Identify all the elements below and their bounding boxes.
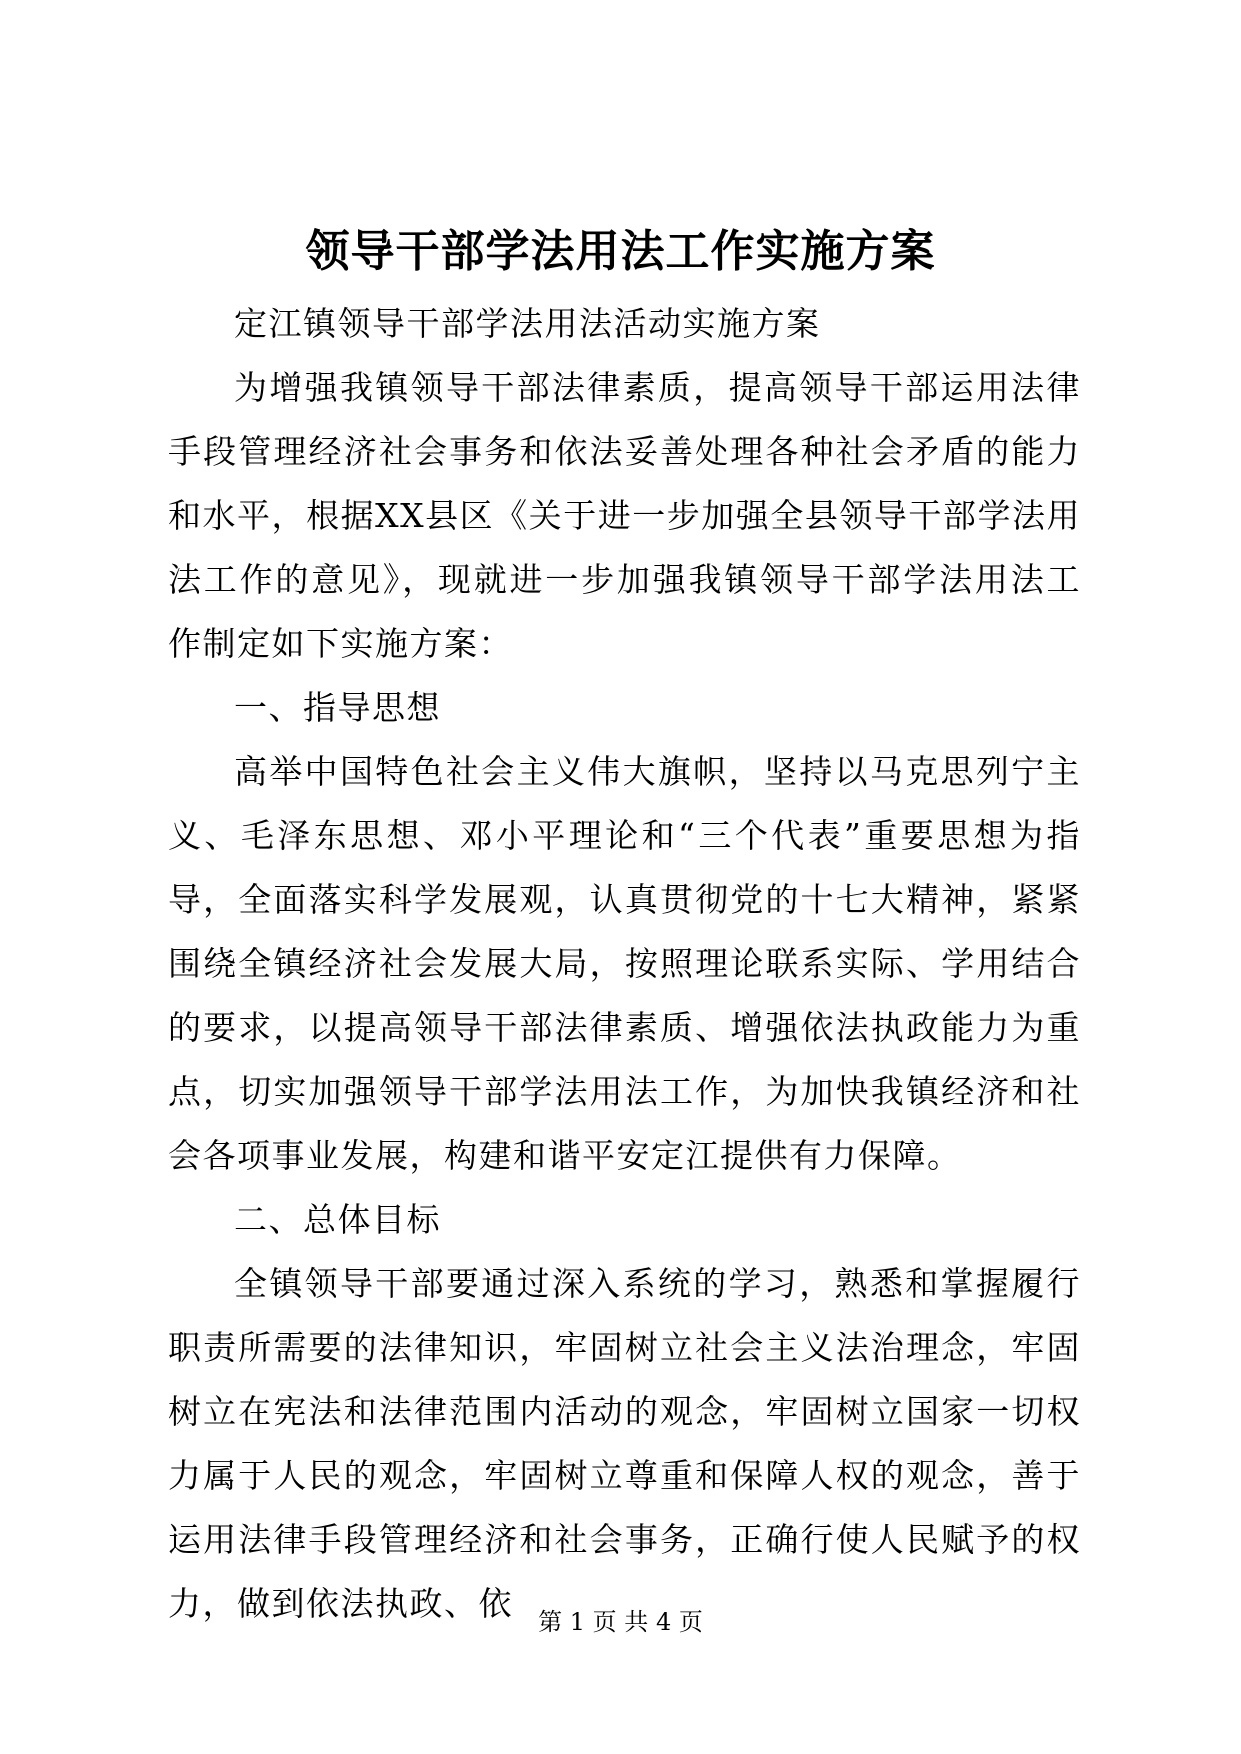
section-paragraph-guiding-ideology: 高举中国特色社会主义伟大旗帜，坚持以马克思列宁主义、毛泽东思想、邓小平理论和“三个代表”重要思想为指导，全面落实科学发展观，认真贯彻党的十七大精神，紧紧围绕全镇经济社会发展大局，按照理论联系实际、学用结合的要求，以提高领导干部法律素质、增强依法执政能力为重点，切实加强领导干部学法用法工作，为加快我镇经济和社会各项事业发展，构建和谐平安定江提供有力保障。	[168, 752, 1081, 1175]
document-title: 领导干部学法用法工作实施方案	[305, 226, 936, 277]
document-body	[168, 292, 1081, 1636]
page-number-footer: 第 1 页 共 4 页	[538, 1608, 703, 1636]
intro-paragraph: 为增强我镇领导干部法律素质，提高领导干部运用法律手段管理经济社会事务和依法妥善处理各种社会矛盾的能力和水平，根据XX县区《关于进一步加强全县领导干部学法用法工作的意见》，现就进一步加强我镇领导干部学法用法工作制定如下实施方案：	[168, 368, 1081, 663]
section-paragraph-overall-goal: 全镇领导干部要通过深入系统的学习，熟悉和掌握履行职责所需要的法律知识，牢固树立社会主义法治理念，牢固树立在宪法和法律范围内活动的观念，牢固树立国家一切权力属于人民的观念，牢固树立尊重和保障人权的观念，善于运用法律手段管理经济和社会事务，正确行使人民赋予的权力，做到依法执政、依	[168, 1264, 1081, 1623]
document-subtitle: 定江镇领导干部学法用法活动实施方案	[234, 304, 821, 343]
section-heading-guiding-ideology: 一、指导思想	[234, 688, 441, 727]
section-heading-overall-goal: 二、总体目标	[234, 1200, 441, 1239]
